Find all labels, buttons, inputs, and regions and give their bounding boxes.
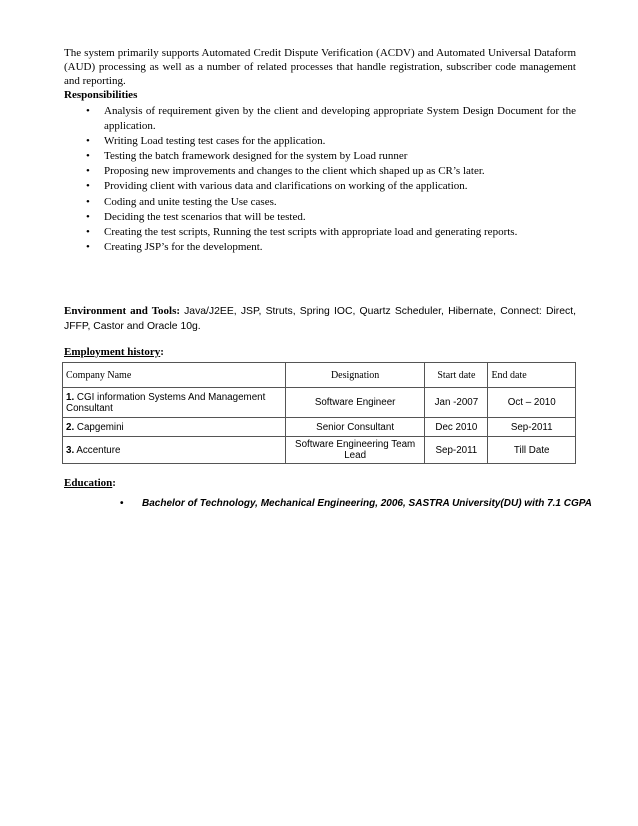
list-item: • Providing client with various data and clarifications on working of the application. (86, 180, 468, 193)
bullet-icon: • (86, 241, 90, 254)
bullet-icon: • (120, 498, 124, 509)
column-header: Start date (425, 363, 488, 388)
start-date-cell: Dec 2010 (425, 418, 488, 437)
list-item: • Creating the test scripts, Running the test scripts with appropriate load and generating reports. (86, 225, 518, 238)
environment-label: Environment and Tools: (64, 305, 181, 317)
bullet-icon: • (86, 105, 90, 117)
education-item: • Bachelor of Technology, Mechanical Engineering, 2006, SASTRA University(DU) with 7.1 CGPA (120, 498, 592, 509)
list-item: • Analysis of requirement given by the client and developing appropriate System Design Document for the application. (86, 105, 576, 132)
list-item: • Deciding the test scenarios that will be tested. (86, 210, 306, 223)
project-description: The system primarily supports Automated Credit Dispute Verification (ACDV) and Automated Universal Dataform (AUD) processing as well as a number of related processes that handle registration, subscriber code management and reporting. (64, 47, 576, 87)
end-date-cell: Till Date (488, 437, 576, 464)
responsibilities-heading: Responsibilities (64, 89, 138, 101)
start-date-cell: Jan -2007 (425, 388, 488, 418)
list-item: • Coding and unite testing the Use cases. (86, 195, 277, 208)
company-cell: 2. Capgemini (63, 418, 286, 437)
environment-tools (64, 304, 576, 334)
column-header: Designation (285, 363, 424, 388)
list-item: • Creating JSP’s for the development. (86, 241, 263, 254)
end-date-cell: Sep-2011 (488, 418, 576, 437)
responsibilities-list (64, 104, 576, 255)
table-row (63, 418, 576, 437)
bullet-icon: • (86, 165, 90, 178)
designation-cell: Software Engineering Team Lead (285, 437, 424, 464)
employment-table (62, 362, 576, 464)
column-header: Company Name (63, 363, 286, 388)
list-item: • Testing the batch framework designed for the system by Load runner (86, 149, 408, 162)
end-date-cell: Oct – 2010 (488, 388, 576, 418)
bullet-icon: • (86, 195, 90, 208)
bullet-icon: • (86, 225, 90, 238)
designation-cell: Software Engineer (285, 388, 424, 418)
start-date-cell: Sep-2011 (425, 437, 488, 464)
table-row (63, 437, 576, 464)
bullet-icon: • (86, 134, 90, 147)
table-header-row (63, 363, 576, 388)
column-header: End date (488, 363, 576, 388)
company-cell: 3. Accenture (63, 437, 286, 464)
bullet-icon: • (86, 210, 90, 223)
table-row (63, 388, 576, 418)
environment-value: Java/J2EE, JSP, Struts, Spring IOC, Quartz Scheduler, Hibernate, Connect: Direct, JFFP, Castor and Oracle 10g. (64, 306, 576, 332)
designation-cell: Senior Consultant (285, 418, 424, 437)
list-item: • Proposing new improvements and changes to the client which shaped up as CR’s later. (86, 165, 485, 178)
list-item: • Writing Load testing test cases for the application. (86, 134, 326, 147)
company-cell: 1. CGI information Systems And Management Consultant (63, 388, 286, 418)
employment-heading: Employment history: (64, 346, 164, 358)
bullet-icon: • (86, 149, 90, 162)
bullet-icon: • (86, 180, 90, 193)
education-heading: Education: (64, 477, 116, 489)
